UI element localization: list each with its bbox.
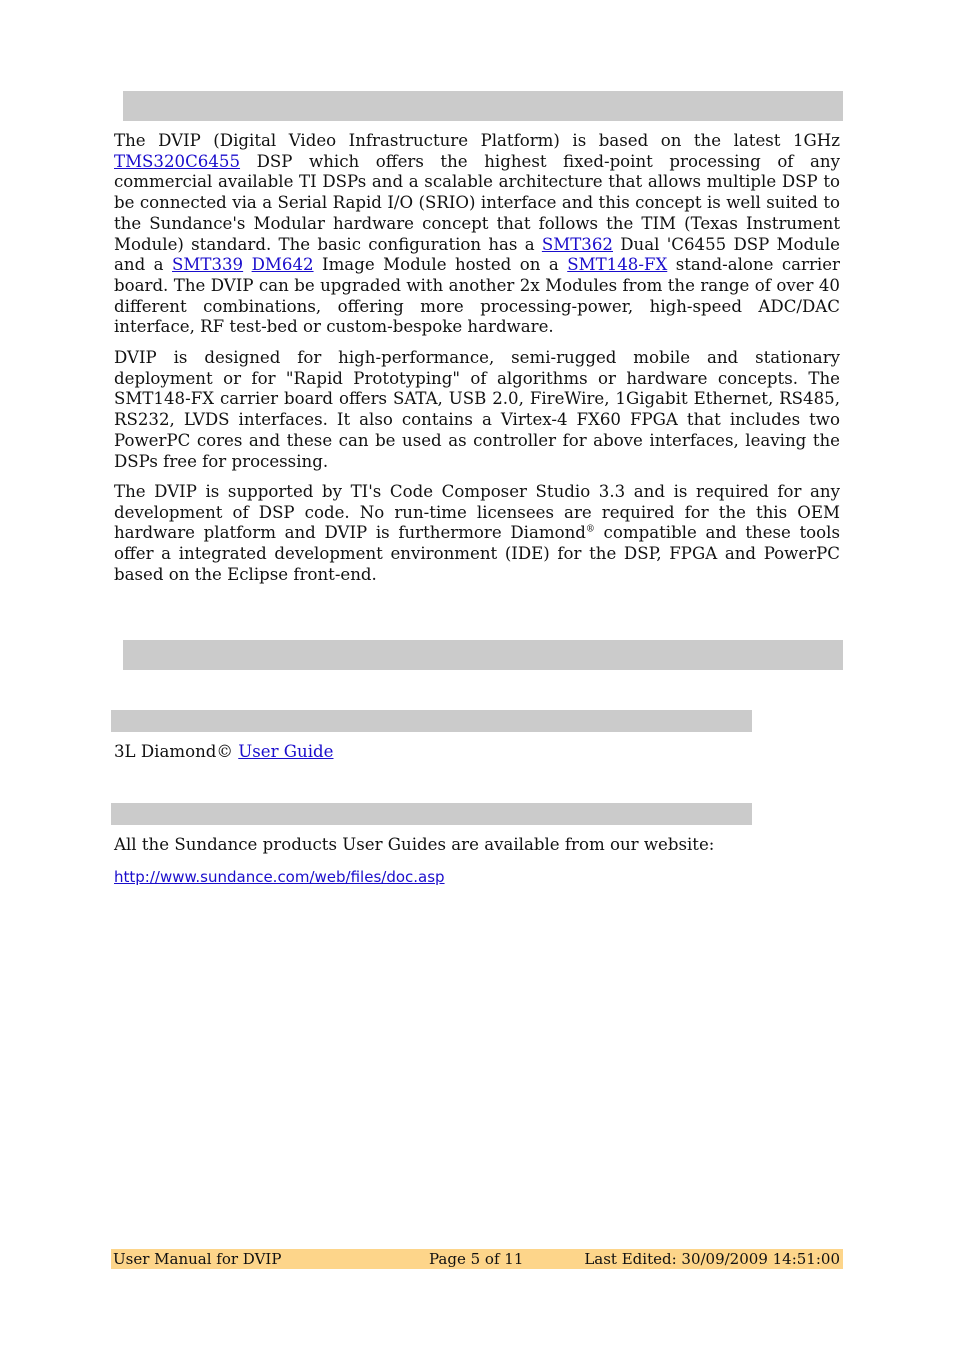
overview-paragraph-2: DVIP is designed for high-performance, semi-rugged mobile and stationary deployment or for "Rapid Prototyping" of algorithms or hardware concepts. The SMT148-FX carrier board offers SATA, USB 2.0, FireWire, 1Gigabit Ethernet, RS485, RS232, LVDS interfaces. It also contains a Virtex-4 FX60 FPGA that includes two PowerPC cores and these can be used as controller for above interfaces, leaving the DSPs free for processing. bbox=[114, 348, 840, 471]
footer-last-edited: Last Edited: 30/09/2009 14:51:00 bbox=[584, 1250, 840, 1268]
user-guide-link[interactable]: User Guide bbox=[238, 742, 334, 761]
product-link-dm642[interactable]: DM642 bbox=[251, 255, 314, 275]
paragraph-3-text-a: The DVIP is supported by TI's Code Composer Studio 3.3 and is required for any development of DSP code. No run-time licensees are required for the this OEM hardware platform and DVIP is furthermore Diamond bbox=[114, 482, 840, 543]
paragraph-1-text: The DVIP (Digital Video Infrastructure Platform) is based on the latest 1GHz bbox=[114, 131, 840, 150]
page-footer bbox=[111, 1249, 843, 1269]
paragraph-1-text bbox=[243, 255, 251, 274]
overview-paragraph-3 bbox=[114, 482, 840, 586]
documentation-url-link[interactable]: http://www.sundance.com/web/files/doc.asp bbox=[114, 868, 445, 886]
diamond-prefix: 3L Diamond© bbox=[114, 742, 239, 761]
footer-page-number: Page 5 of 11 bbox=[429, 1250, 524, 1268]
section-heading-bar bbox=[123, 91, 843, 121]
subsection-heading-bar bbox=[111, 710, 752, 732]
subsection-heading-bar bbox=[111, 803, 752, 825]
paragraph-1-text: stand-alone carrier board. The DVIP can be upgraded with another 2x Modules from the range of over 40 different combinations, offering more processing-power, high-speed ADC/DAC interface, RF test-bed or custom-bespoke hardware. bbox=[114, 255, 840, 337]
registered-mark: ® bbox=[585, 524, 595, 535]
overview-paragraph-1 bbox=[114, 131, 840, 338]
paragraph-1-text: Image Module hosted on a bbox=[313, 255, 568, 275]
product-link-smt148-fx[interactable]: SMT148-FX bbox=[567, 255, 668, 275]
section-heading-bar bbox=[123, 640, 843, 670]
diamond-guide-line bbox=[114, 742, 334, 762]
user-guides-text: All the Sundance products User Guides are available from our website: bbox=[114, 835, 715, 854]
product-link-smt362[interactable]: SMT362 bbox=[541, 234, 613, 254]
paragraph-1-text: DSP which offers the highest fixed-point processing of any commercial available TI DSPs and a scalable architecture that allows multiple DSP to be connected via a Serial Rapid I/O (SRIO) interface and this concept is well suited to the Sundance's Modular hardware concept that follows the TIM (Texas Instrument Module) standard. The basic configuration has a bbox=[114, 151, 840, 254]
paragraph-3-text-b: compatible and these tools offer a integrated development environment (IDE) for the DSP, FPGA and PowerPC based on the Eclipse front-end. bbox=[114, 523, 840, 584]
paragraph-1-text: Dual 'C6455 DSP Module and a bbox=[114, 234, 840, 275]
product-link-tms320c6455[interactable]: TMS320C6455 bbox=[114, 151, 241, 171]
footer-document-title: User Manual for DVIP bbox=[113, 1250, 282, 1268]
product-link-smt339[interactable]: SMT339 bbox=[172, 255, 244, 275]
